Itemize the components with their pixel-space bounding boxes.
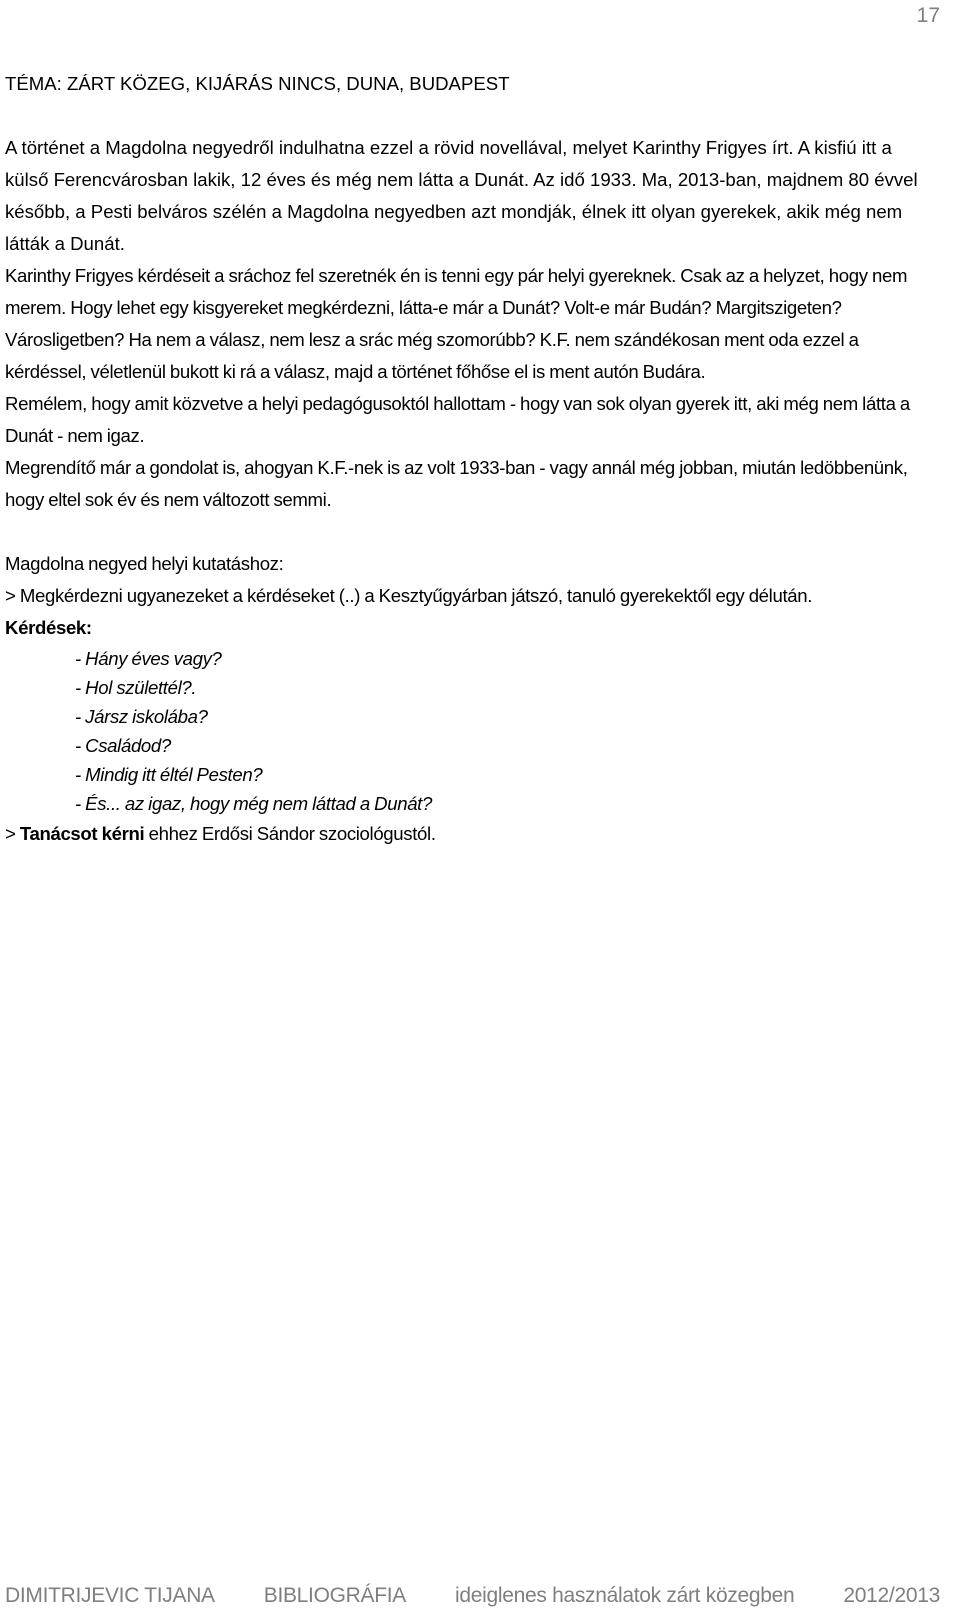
question-item: - Mindig itt éltél Pesten? (75, 764, 263, 785)
document-body (5, 68, 940, 850)
footer-author: DIMITRIJEVIC TIJANA (5, 1584, 215, 1607)
question-item: - Hány éves vagy? (75, 648, 222, 669)
document-title: TÉMA: ZÁRT KÖZEG, KIJÁRÁS NINCS, DUNA, BUDAPEST (5, 73, 510, 94)
footer-section: BIBLIOGRÁFIA (263, 1584, 407, 1607)
research-item-advice (5, 818, 940, 850)
paragraph-intro: A történet a Magdolna negyedről indulhatna ezzel a rövid novellával, melyet Karinthy Frigyes írt. A kisfiú itt a külső Ferencvárosban lakik, 12 éves és még nem látta a Dunát. Az idő 1933. Ma, 2013-ban, majdnem 80 évvel később, a Pesti belváros szélén a Magdolna negyedben azt mondják, élnek itt olyan gyerekek, akik még nem látták a Dunát. (5, 137, 918, 254)
question-item: - Jársz iskolába? (75, 706, 208, 727)
spacer (5, 100, 940, 132)
page-number: 17 (916, 4, 940, 27)
question-item: - Hol születtél?. (75, 677, 197, 698)
advice-prefix: > (5, 823, 20, 844)
spacer (5, 516, 940, 548)
advice-bold: Tanácsot kérni (19, 823, 145, 844)
questions-list (5, 644, 940, 818)
advice-rest: ehhez Erdősi Sándor szociológustól. (144, 823, 436, 844)
questions-heading: Kérdések: (5, 617, 92, 638)
page-footer (5, 1584, 940, 1608)
footer-year: 2012/2013 (843, 1584, 940, 1607)
footer-topic: ideiglenes használatok zárt közegben (454, 1584, 795, 1607)
question-item: - És... az igaz, hogy még nem láttad a Dunát? (75, 793, 432, 814)
paragraph-hope: Remélem, hogy amit közvetve a helyi pedagógusoktól hallottam - hogy van sok olyan gyerek itt, aki még nem látta a Dunát - nem igaz. (5, 393, 910, 446)
research-item-ask: > Megkérdezni ugyanezeket a kérdéseket (..) a Kesztyűgyárban játszó, tanuló gyerekektől egy délután. (5, 585, 813, 606)
question-item: - Családod? (75, 735, 171, 756)
research-heading: Magdolna negyed helyi kutatáshoz: (5, 553, 284, 574)
paragraph-shock: Megrendítő már a gondolat is, ahogyan K.F.-nek is az volt 1933-ban - vagy annál még jobban, miután ledöbbenünk, hogy eltel sok év és nem változott semmi. (5, 457, 908, 510)
paragraph-questions-intro: Karinthy Frigyes kérdéseit a sráchoz fel szeretnék én is tenni egy pár helyi gyereknek. Csak az a helyzet, hogy nem merem. Hogy lehet egy kisgyereket megkérdezni, látta-e már a Dunát? Volt-e már Budán? Margitszigeten? Városligetben? Ha nem a válasz, nem lesz a srác még szomorúbb? K.F. nem szándékosan ment oda ezzel a kérdéssel, véletlenül bukott ki rá a válasz, majd a történet főhőse el is ment autón Budára. (5, 265, 908, 382)
